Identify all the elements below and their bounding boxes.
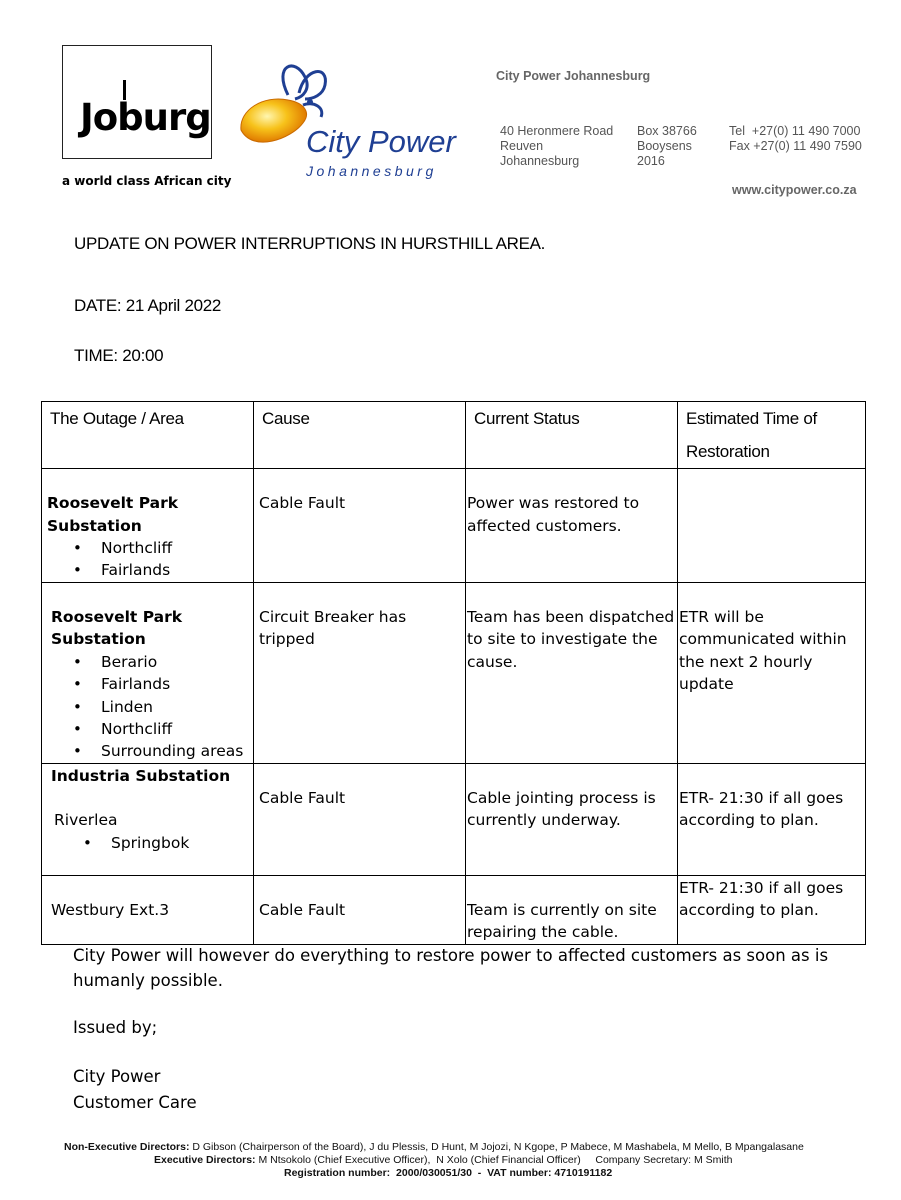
table-row bbox=[42, 469, 866, 583]
area-item: • Northcliff bbox=[42, 718, 253, 740]
status-cell: Power was restored to affected customers. bbox=[466, 469, 678, 583]
column-header-area: The Outage / Area bbox=[42, 402, 254, 469]
signature-line: City Power bbox=[73, 1067, 161, 1086]
footer-label: Non-Executive Directors: bbox=[64, 1141, 190, 1153]
table-row bbox=[42, 582, 866, 763]
column-header-cause: Cause bbox=[254, 402, 466, 469]
footer-exec bbox=[154, 1154, 732, 1167]
area-item: • Fairlands bbox=[42, 673, 253, 695]
area-item: • Fairlands bbox=[42, 559, 253, 581]
footer-label: Executive Directors: bbox=[154, 1154, 256, 1166]
header-contact bbox=[729, 124, 862, 154]
issued-by: Issued by; bbox=[73, 1018, 158, 1037]
box-line: Booysens bbox=[637, 139, 692, 153]
area-item: • Berario bbox=[42, 651, 253, 673]
sub-area: Riverlea bbox=[54, 811, 118, 830]
etr-cell: ETR- 21:30 if all goes according to plan. bbox=[678, 763, 866, 875]
footer-non-exec bbox=[64, 1141, 804, 1154]
column-header-status: Current Status bbox=[466, 402, 678, 469]
etr-cell: ETR- 21:30 if all goes according to plan. bbox=[678, 875, 866, 944]
area-item: • Surrounding areas bbox=[42, 740, 253, 762]
header-company: City Power Johannesburg bbox=[496, 69, 651, 83]
header-address bbox=[500, 124, 613, 169]
box-line: Box 38766 bbox=[637, 124, 697, 138]
status-cell: Cable jointing process is currently underway. bbox=[466, 763, 678, 875]
footer-text: D Gibson (Chairperson of the Board), J du Plessis, D Hunt, M Jojozi, N Kgope, P Mabece, M Mashabela, M Mello, B Mpangalasane bbox=[192, 1141, 804, 1153]
footer-registration: Registration number: 2000/030051/30 - VAT number: 4710191182 bbox=[284, 1167, 613, 1179]
joburg-tagline: a world class African city bbox=[62, 174, 232, 188]
area-cell bbox=[42, 763, 254, 875]
cause-cell: Circuit Breaker has tripped bbox=[254, 582, 466, 763]
table-row bbox=[42, 763, 866, 875]
address-line: Johannesburg bbox=[500, 154, 580, 168]
address-line: Reuven bbox=[500, 139, 544, 153]
table-header-row bbox=[42, 402, 866, 469]
cause-cell: Cable Fault bbox=[254, 469, 466, 583]
area-title: Roosevelt Park Substation bbox=[51, 607, 183, 649]
area-title: Roosevelt Park Substation bbox=[47, 494, 179, 535]
area-cell bbox=[42, 582, 254, 763]
box-line: 2016 bbox=[637, 154, 665, 168]
footer-text: M Ntsokolo (Chief Executive Officer), N Xolo (Chief Financial Officer) Company Secretary: M Smith bbox=[258, 1154, 733, 1166]
fax-line: Fax +27(0) 11 490 7590 bbox=[729, 139, 862, 153]
document-title: UPDATE ON POWER INTERRUPTIONS IN HURSTHILL AREA. bbox=[74, 234, 546, 253]
document-time: TIME: 20:00 bbox=[74, 346, 164, 365]
city-power-logo-sub: Johannesburg bbox=[306, 163, 437, 179]
column-header-etr: Estimated Time of Restoration bbox=[678, 402, 866, 469]
header-website-link[interactable]: www.citypower.co.za bbox=[732, 183, 857, 197]
status-cell: Team has been dispatched to site to investigate the cause. bbox=[466, 582, 678, 763]
etr-cell bbox=[678, 469, 866, 583]
cause-cell: Cable Fault bbox=[254, 875, 466, 944]
header-box bbox=[637, 124, 697, 169]
area-title: Westbury Ext.3 bbox=[51, 900, 170, 919]
area-item: • Northcliff bbox=[42, 537, 253, 559]
closing-statement: City Power will however do everything to restore power to affected customers as soon as is humanly possible. bbox=[73, 946, 829, 990]
table-row bbox=[42, 875, 866, 944]
area-title: Industria Substation bbox=[51, 766, 231, 785]
area-item: • Linden bbox=[42, 696, 253, 718]
cause-cell: Cable Fault bbox=[254, 763, 466, 875]
document-date: DATE: 21 April 2022 bbox=[74, 296, 222, 315]
joburg-logo: Joburg bbox=[80, 96, 211, 139]
signature-line: Customer Care bbox=[73, 1093, 197, 1112]
area-item: • Springbok bbox=[52, 832, 253, 854]
address-line: 40 Heronmere Road bbox=[500, 124, 614, 138]
outage-table bbox=[41, 401, 866, 945]
city-power-logo-name: City Power bbox=[306, 124, 456, 159]
area-cell bbox=[42, 469, 254, 583]
status-cell: Team is currently on site repairing the cable. bbox=[466, 875, 678, 944]
etr-cell: ETR will be communicated within the next 2 hourly update bbox=[678, 582, 866, 763]
area-cell bbox=[42, 875, 254, 944]
tel-line: Tel +27(0) 11 490 7000 bbox=[729, 124, 861, 138]
